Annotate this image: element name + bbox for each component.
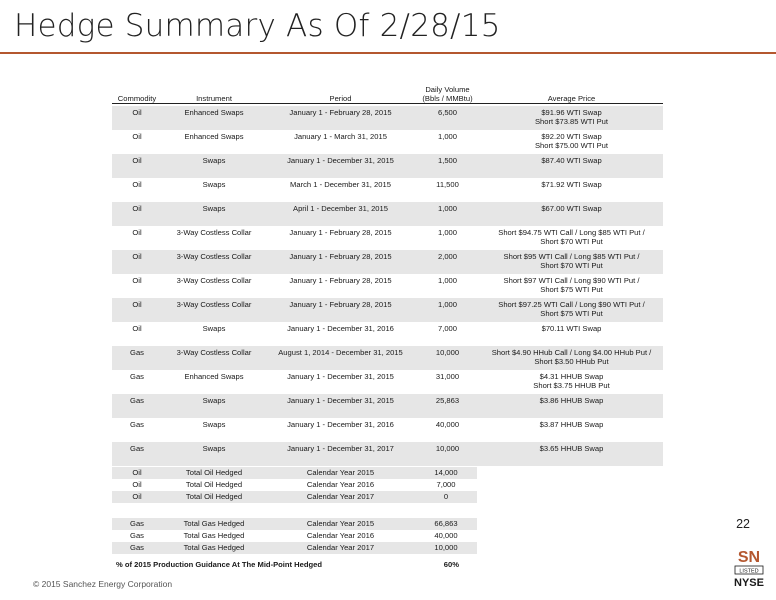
cell-volume: 40,000 — [435, 420, 460, 429]
cell-instrument: Swaps — [202, 444, 226, 453]
guidance-label: % of 2015 Production Guidance At The Mid-Point Hedged — [116, 560, 323, 569]
cell-instrument: Enhanced Swaps — [184, 132, 244, 141]
cell-commodity: Oil — [132, 300, 142, 309]
header-volume-line1: Daily Volume — [425, 85, 470, 94]
cell-instrument: 3-Way Costless Collar — [176, 252, 252, 261]
summary-table — [112, 467, 477, 554]
cell-volume: 1,000 — [437, 204, 457, 213]
cell-price — [480, 228, 663, 246]
guidance-value: 60% — [443, 560, 459, 569]
cell-volume: 31,000 — [435, 372, 460, 381]
cell-instrument: Swaps — [202, 180, 226, 189]
cell-volume: 1,000 — [437, 228, 457, 237]
cell-volume: 1,000 — [437, 300, 457, 309]
logo-ticker: SN — [737, 549, 761, 566]
cell-price — [480, 300, 663, 318]
sum-period: Calendar Year 2015 — [306, 468, 375, 477]
cell-period: January 1 - December 31, 2016 — [287, 420, 394, 429]
hedge-table-body — [112, 106, 663, 466]
cell-commodity: Gas — [130, 372, 144, 381]
page-number: 22 — [736, 517, 750, 531]
summary-row — [112, 530, 477, 542]
cell-commodity: Oil — [132, 108, 142, 117]
table-row — [112, 250, 663, 274]
cell-price — [480, 372, 663, 390]
sum-volume: 40,000 — [434, 531, 458, 540]
cell-period: March 1 - December 31, 2015 — [290, 180, 391, 189]
price-line-1: Short $95 WTI Call / Long $85 WTI Put / — [503, 252, 640, 261]
cell-volume: 7,000 — [437, 324, 457, 333]
cell-price — [480, 108, 663, 126]
cell-price — [480, 132, 663, 150]
cell-instrument: Enhanced Swaps — [184, 372, 244, 381]
table-row — [112, 394, 663, 418]
cell-period: January 1 - March 31, 2015 — [294, 132, 387, 141]
cell-volume: 6,500 — [437, 108, 457, 117]
price-line-1: $3.65 HHUB Swap — [539, 444, 604, 453]
table-row — [112, 178, 663, 202]
cell-commodity: Oil — [132, 228, 142, 237]
header-instrument: Instrument — [162, 94, 266, 104]
sum-period: Calendar Year 2015 — [306, 519, 375, 528]
cell-period: January 1 - December 31, 2017 — [287, 444, 394, 453]
sum-commodity: Gas — [130, 531, 144, 540]
sum-volume: 0 — [443, 492, 449, 501]
cell-instrument: 3-Way Costless Collar — [176, 300, 252, 309]
price-line-1: $71.92 WTI Swap — [541, 180, 602, 189]
table-row — [112, 154, 663, 178]
cell-commodity: Gas — [130, 420, 144, 429]
cell-instrument: 3-Way Costless Collar — [176, 276, 252, 285]
cell-price — [480, 180, 663, 189]
cell-commodity: Oil — [132, 132, 142, 141]
cell-period: January 1 - December 31, 2015 — [287, 372, 394, 381]
summary-row — [112, 479, 477, 491]
cell-volume: 1,500 — [437, 156, 457, 165]
cell-instrument: Swaps — [202, 420, 226, 429]
cell-period: January 1 - February 28, 2015 — [289, 108, 392, 117]
header-commodity: Commodity — [112, 94, 162, 104]
price-line-2: Short $75 WTI Put — [540, 309, 603, 318]
cell-price — [480, 396, 663, 405]
page-title: Hedge Summary As Of 2/28/15 — [14, 8, 501, 44]
hedge-table — [112, 84, 663, 466]
cell-price — [480, 324, 663, 333]
cell-instrument: Swaps — [202, 396, 226, 405]
table-row — [112, 298, 663, 322]
copyright-footer: © 2015 Sanchez Energy Corporation — [33, 579, 173, 589]
sum-volume: 66,863 — [434, 519, 458, 528]
sum-period: Calendar Year 2017 — [306, 543, 375, 552]
cell-instrument: 3-Way Costless Collar — [176, 228, 252, 237]
oil-summary — [112, 467, 477, 503]
price-line-1: Short $4.90 HHub Call / Long $4.00 HHub Put / — [491, 348, 652, 357]
price-line-1: $92.20 WTI Swap — [541, 132, 602, 141]
cell-price — [480, 156, 663, 165]
cell-price — [480, 252, 663, 270]
sum-commodity: Oil — [132, 492, 142, 501]
table-row — [112, 130, 663, 154]
price-line-2: Short $73.85 WTI Put — [534, 117, 609, 126]
cell-period: January 1 - February 28, 2015 — [289, 252, 392, 261]
cell-commodity: Gas — [130, 444, 144, 453]
table-row — [112, 274, 663, 298]
sum-instrument: Total Gas Hedged — [183, 543, 245, 552]
cell-commodity: Oil — [132, 204, 142, 213]
cell-period: April 1 - December 31, 2015 — [293, 204, 388, 213]
sum-volume: 10,000 — [434, 543, 458, 552]
summary-row — [112, 542, 477, 554]
cell-period: January 1 - December 31, 2016 — [287, 324, 394, 333]
sum-instrument: Total Oil Hedged — [185, 492, 243, 501]
table-header — [112, 84, 663, 106]
cell-price — [480, 204, 663, 213]
price-line-1: $3.86 HHUB Swap — [539, 396, 604, 405]
cell-instrument: Swaps — [202, 204, 226, 213]
summary-row — [112, 491, 477, 503]
cell-instrument: Swaps — [202, 156, 226, 165]
cell-commodity: Gas — [130, 396, 144, 405]
cell-volume: 10,000 — [435, 444, 460, 453]
logo-exchange: NYSE — [734, 577, 764, 589]
gas-summary — [112, 518, 477, 554]
cell-period: August 1, 2014 - December 31, 2015 — [278, 348, 403, 357]
cell-volume: 1,000 — [437, 132, 457, 141]
cell-price — [480, 348, 663, 366]
cell-price — [480, 276, 663, 294]
cell-period: January 1 - February 28, 2015 — [289, 300, 392, 309]
cell-volume: 10,000 — [435, 348, 460, 357]
cell-period: January 1 - February 28, 2015 — [289, 276, 392, 285]
cell-period: January 1 - December 31, 2015 — [287, 156, 394, 165]
cell-commodity: Oil — [132, 324, 142, 333]
summary-spacer — [112, 503, 477, 518]
summary-row — [112, 467, 477, 479]
sn-nyse-logo — [730, 547, 768, 591]
table-row — [112, 106, 663, 130]
cell-price — [480, 420, 663, 429]
table-row — [112, 226, 663, 250]
cell-period: January 1 - December 31, 2015 — [287, 396, 394, 405]
header-period: Period — [266, 94, 415, 104]
guidance-row — [116, 560, 477, 569]
sum-instrument: Total Gas Hedged — [183, 531, 245, 540]
table-row — [112, 202, 663, 226]
table-row — [112, 346, 663, 370]
cell-price — [480, 444, 663, 453]
price-line-2: Short $3.50 HHub Put — [534, 357, 609, 366]
cell-volume: 2,000 — [437, 252, 457, 261]
sum-instrument: Total Gas Hedged — [183, 519, 245, 528]
cell-commodity: Oil — [132, 276, 142, 285]
price-line-1: $3.87 HHUB Swap — [539, 420, 604, 429]
sum-period: Calendar Year 2016 — [306, 531, 375, 540]
cell-volume: 11,500 — [436, 180, 459, 189]
sum-commodity: Gas — [130, 543, 144, 552]
cell-instrument: Enhanced Swaps — [184, 108, 244, 117]
price-line-1: $70.11 WTI Swap — [541, 324, 602, 333]
sum-commodity: Gas — [130, 519, 144, 528]
cell-volume: 1,000 — [437, 276, 457, 285]
table-row — [112, 442, 663, 466]
table-row — [112, 370, 663, 394]
cell-period: January 1 - February 28, 2015 — [289, 228, 392, 237]
cell-commodity: Oil — [132, 156, 142, 165]
price-line-2: Short $70 WTI Put — [540, 261, 603, 270]
sum-period: Calendar Year 2017 — [306, 492, 375, 501]
price-line-1: $67.00 WTI Swap — [541, 204, 602, 213]
cell-volume: 25,863 — [435, 396, 460, 405]
price-line-1: Short $94.75 WTI Call / Long $85 WTI Put / — [498, 228, 645, 237]
cell-commodity: Oil — [132, 252, 142, 261]
sum-period: Calendar Year 2016 — [306, 480, 375, 489]
price-line-2: Short $75 WTI Put — [540, 285, 603, 294]
header-volume — [415, 85, 480, 104]
sum-instrument: Total Oil Hedged — [185, 468, 243, 477]
price-line-1: Short $97.25 WTI Call / Long $90 WTI Put / — [498, 300, 645, 309]
sum-volume: 7,000 — [436, 480, 456, 489]
sum-volume: 14,000 — [434, 468, 458, 477]
price-line-2: Short $3.75 HHUB Put — [533, 381, 610, 390]
price-line-1: $4.31 HHUB Swap — [539, 372, 604, 381]
logo-listed: LISTED — [739, 568, 759, 575]
table-row — [112, 418, 663, 442]
table-row — [112, 322, 663, 346]
summary-row — [112, 518, 477, 530]
price-line-1: $91.96 WTI Swap — [541, 108, 602, 117]
cell-commodity: Gas — [130, 348, 144, 357]
title-divider — [0, 52, 776, 54]
sum-commodity: Oil — [132, 468, 142, 477]
price-line-2: Short $75.00 WTI Put — [534, 141, 609, 150]
sum-instrument: Total Oil Hedged — [185, 480, 243, 489]
cell-instrument: Swaps — [202, 324, 226, 333]
cell-instrument: 3-Way Costless Collar — [176, 348, 252, 357]
header-price: Average Price — [480, 94, 663, 104]
price-line-1: $87.40 WTI Swap — [541, 156, 602, 165]
cell-commodity: Oil — [132, 180, 142, 189]
price-line-1: Short $97 WTI Call / Long $90 WTI Put / — [503, 276, 640, 285]
price-line-2: Short $70 WTI Put — [540, 237, 603, 246]
sum-commodity: Oil — [132, 480, 142, 489]
header-volume-line2: (Bbls / MMBtu) — [422, 94, 473, 103]
